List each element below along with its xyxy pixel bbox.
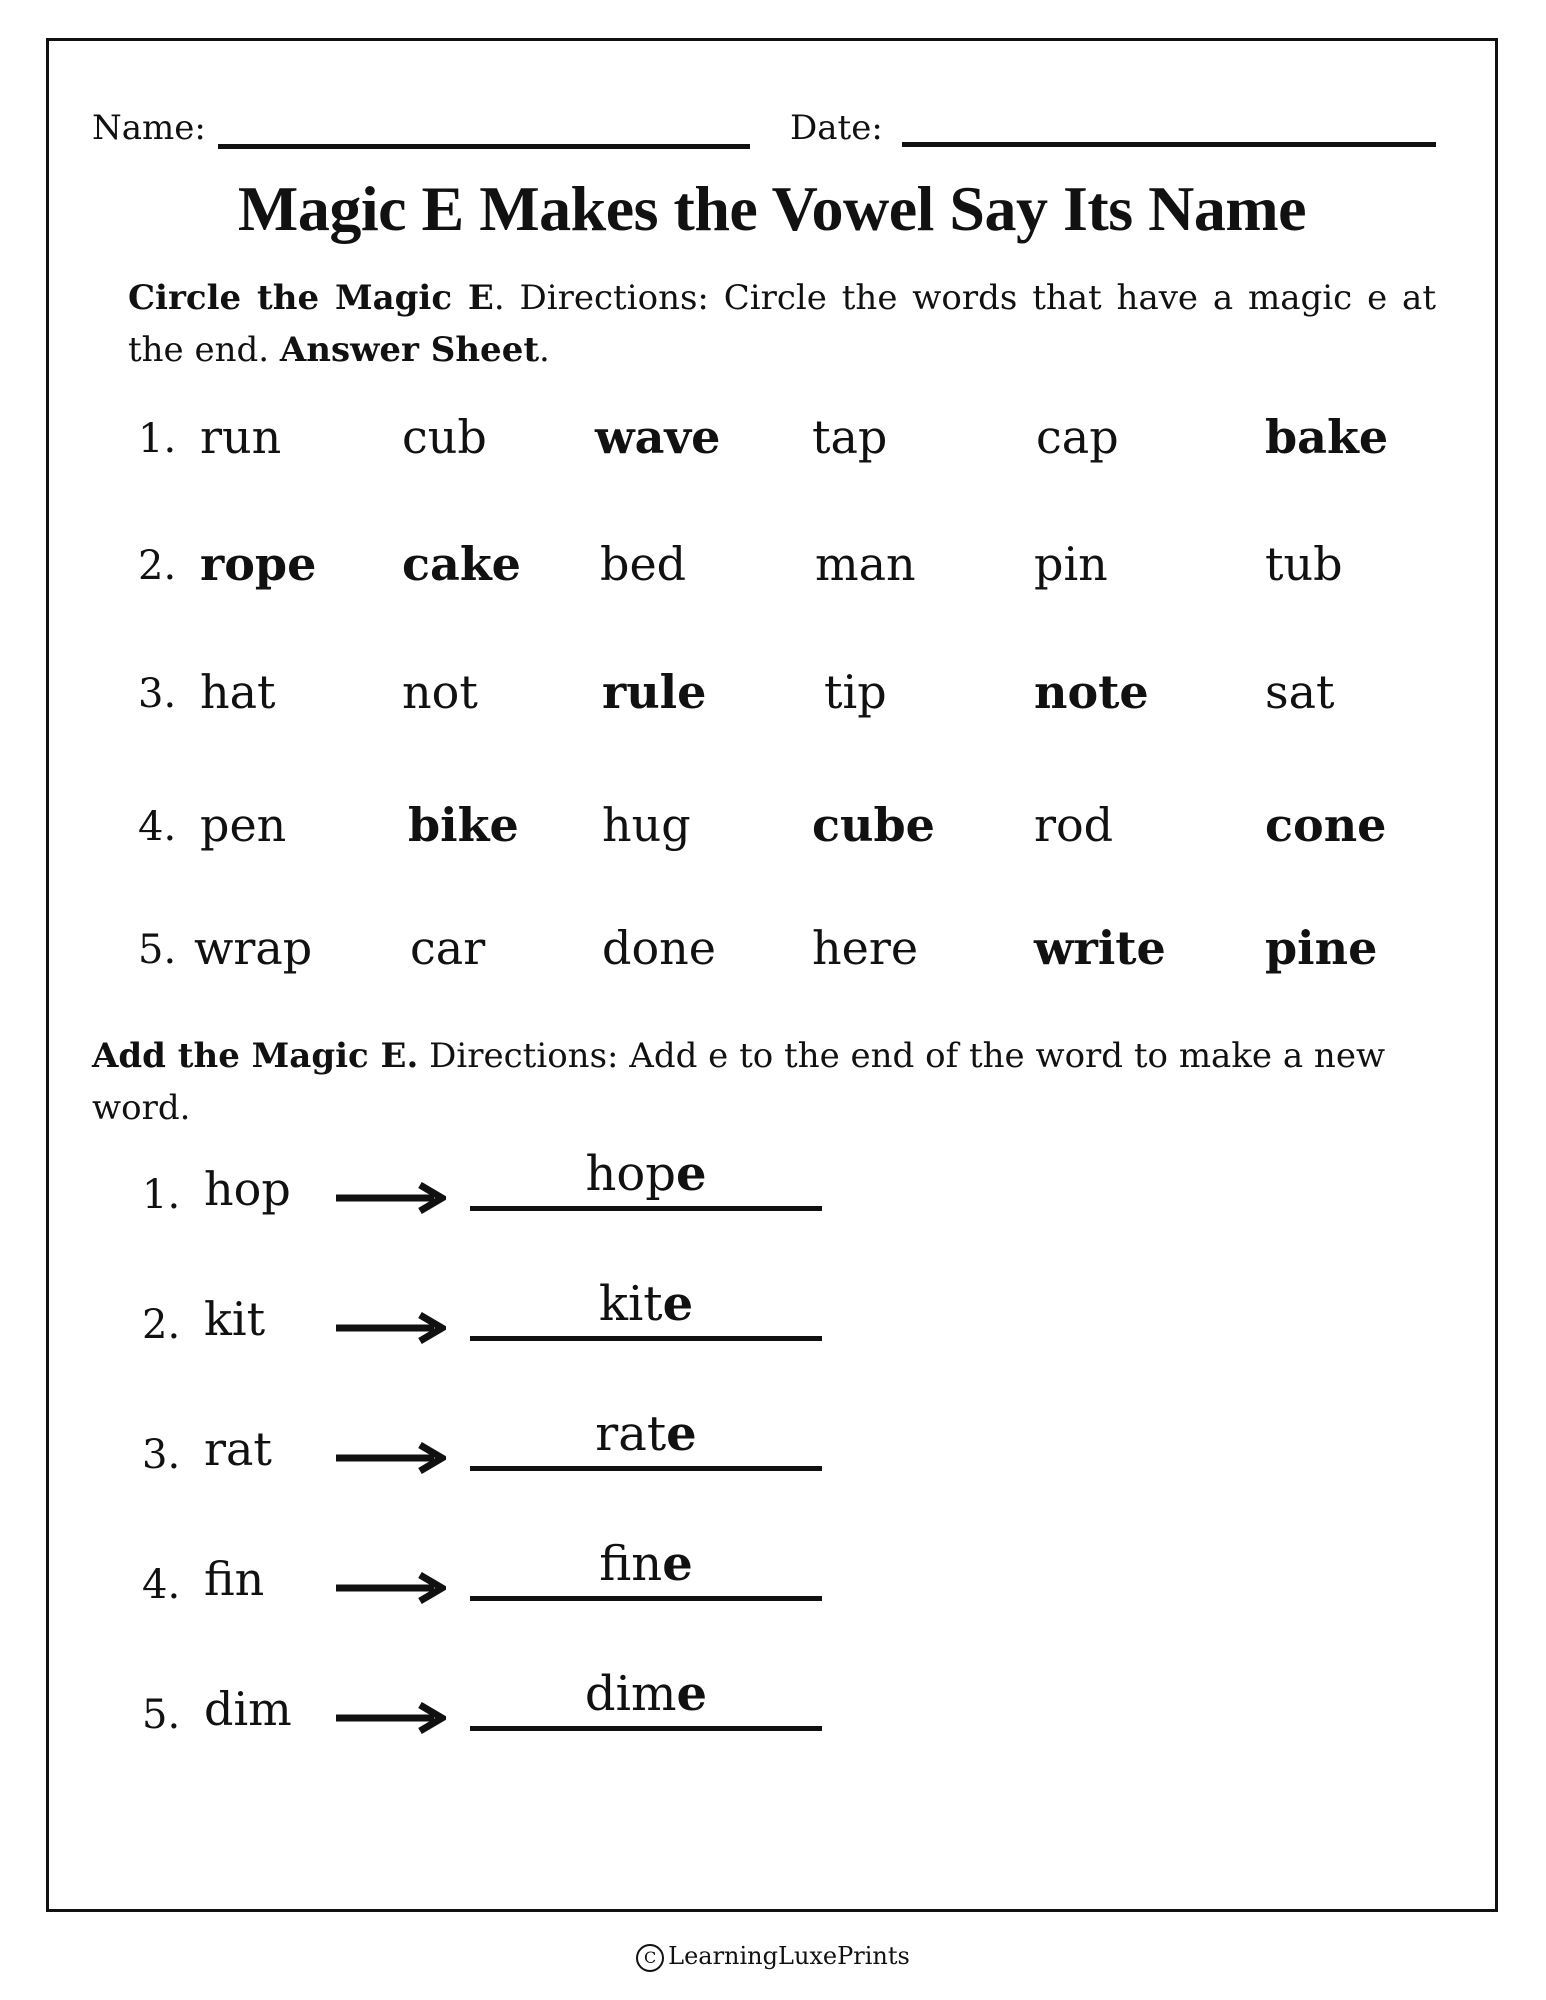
word-choice[interactable]: bed bbox=[600, 537, 687, 591]
word-choice[interactable]: tap bbox=[812, 410, 888, 464]
section1-directions bbox=[128, 272, 1436, 376]
word-choice[interactable]: done bbox=[602, 921, 716, 975]
row-number: 5. bbox=[138, 927, 177, 973]
answer-text bbox=[470, 1538, 822, 1590]
row-number: 1. bbox=[138, 416, 177, 462]
answer-magic-e: e bbox=[662, 1536, 693, 1592]
base-word: hop bbox=[204, 1162, 291, 1216]
word-choice[interactable]: pine bbox=[1265, 921, 1378, 975]
right-arrow-icon bbox=[336, 1572, 446, 1604]
answer-stem: rat bbox=[595, 1406, 667, 1462]
section2-heading: Add the Magic E. bbox=[92, 1036, 419, 1076]
answer-magic-e: e bbox=[662, 1276, 694, 1332]
word-choice[interactable]: write bbox=[1034, 921, 1166, 975]
footer bbox=[0, 1942, 1546, 1972]
answer-magic-e: e bbox=[666, 1406, 697, 1462]
word-choice[interactable]: car bbox=[410, 921, 486, 975]
date-label: Date: bbox=[790, 108, 883, 148]
answer-text bbox=[470, 1148, 822, 1200]
item-number: 1. bbox=[142, 1172, 181, 1218]
answer-magic-e: e bbox=[676, 1146, 707, 1202]
answer-field[interactable] bbox=[470, 1538, 822, 1601]
date-field[interactable] bbox=[902, 142, 1436, 147]
answer-magic-e: e bbox=[676, 1666, 708, 1722]
section2-directions bbox=[92, 1030, 1422, 1134]
word-choice[interactable]: pin bbox=[1034, 537, 1108, 591]
answer-stem: kit bbox=[598, 1276, 663, 1332]
word-choice[interactable]: run bbox=[200, 410, 282, 464]
row-number: 4. bbox=[138, 804, 177, 850]
word-choice[interactable]: note bbox=[1034, 665, 1149, 719]
answer-field[interactable] bbox=[470, 1148, 822, 1211]
item-number: 5. bbox=[142, 1692, 181, 1738]
item-number: 3. bbox=[142, 1432, 181, 1478]
answer-sheet-label: Answer Sheet bbox=[279, 330, 540, 370]
word-choice[interactable]: man bbox=[815, 537, 916, 591]
word-choice[interactable]: cub bbox=[402, 410, 487, 464]
answer-text bbox=[470, 1408, 822, 1460]
base-word: fin bbox=[204, 1552, 265, 1606]
word-choice[interactable]: sat bbox=[1265, 665, 1335, 719]
base-word: rat bbox=[204, 1422, 272, 1476]
word-choice[interactable]: not bbox=[402, 665, 478, 719]
section1-directions-text: . Directions: Circle the words that have a magic e at the end. bbox=[128, 278, 1436, 370]
word-choice[interactable]: cake bbox=[402, 537, 521, 591]
section2-directions-text: Directions: Add e to the end of the word to make a new word. bbox=[92, 1036, 1386, 1128]
word-choice[interactable]: rod bbox=[1034, 798, 1114, 852]
base-word: kit bbox=[204, 1292, 266, 1346]
footer-brand: LearningLuxePrints bbox=[668, 1942, 910, 1970]
word-choice[interactable]: tip bbox=[824, 665, 887, 719]
word-choice[interactable]: bike bbox=[408, 798, 519, 852]
answer-field[interactable] bbox=[470, 1408, 822, 1471]
word-choice[interactable]: tub bbox=[1265, 537, 1343, 591]
item-number: 2. bbox=[142, 1302, 181, 1348]
answer-stem: hop bbox=[585, 1146, 676, 1202]
word-choice[interactable]: cube bbox=[812, 798, 935, 852]
answer-field[interactable] bbox=[470, 1668, 822, 1731]
word-choice[interactable]: cap bbox=[1036, 410, 1119, 464]
right-arrow-icon bbox=[336, 1702, 446, 1734]
word-choice[interactable]: wave bbox=[595, 410, 721, 464]
answer-text bbox=[470, 1668, 822, 1720]
word-choice[interactable]: rule bbox=[602, 665, 707, 719]
answer-stem: fin bbox=[599, 1536, 663, 1592]
answer-field[interactable] bbox=[470, 1278, 822, 1341]
right-arrow-icon bbox=[336, 1442, 446, 1474]
item-number: 4. bbox=[142, 1562, 181, 1608]
word-choice[interactable]: hug bbox=[602, 798, 691, 852]
answer-text bbox=[470, 1278, 822, 1330]
row-number: 3. bbox=[138, 671, 177, 717]
name-label: Name: bbox=[92, 108, 206, 148]
base-word: dim bbox=[204, 1682, 292, 1736]
word-choice[interactable]: pen bbox=[200, 798, 287, 852]
section1-end-punct: . bbox=[539, 330, 550, 370]
right-arrow-icon bbox=[336, 1312, 446, 1344]
word-choice[interactable]: here bbox=[812, 921, 919, 975]
word-choice[interactable]: rope bbox=[200, 537, 317, 591]
page-title: Magic E Makes the Vowel Say Its Name bbox=[237, 173, 1307, 244]
word-choice[interactable]: cone bbox=[1265, 798, 1387, 852]
section1-heading: Circle the Magic E bbox=[128, 278, 494, 318]
word-choice[interactable]: hat bbox=[200, 665, 276, 719]
word-choice[interactable]: bake bbox=[1265, 410, 1389, 464]
name-field[interactable] bbox=[218, 144, 750, 149]
right-arrow-icon bbox=[336, 1182, 446, 1214]
row-number: 2. bbox=[138, 543, 177, 589]
word-choice[interactable]: wrap bbox=[194, 921, 313, 975]
copyright-icon: C bbox=[636, 1944, 664, 1972]
answer-stem: dim bbox=[584, 1666, 677, 1722]
